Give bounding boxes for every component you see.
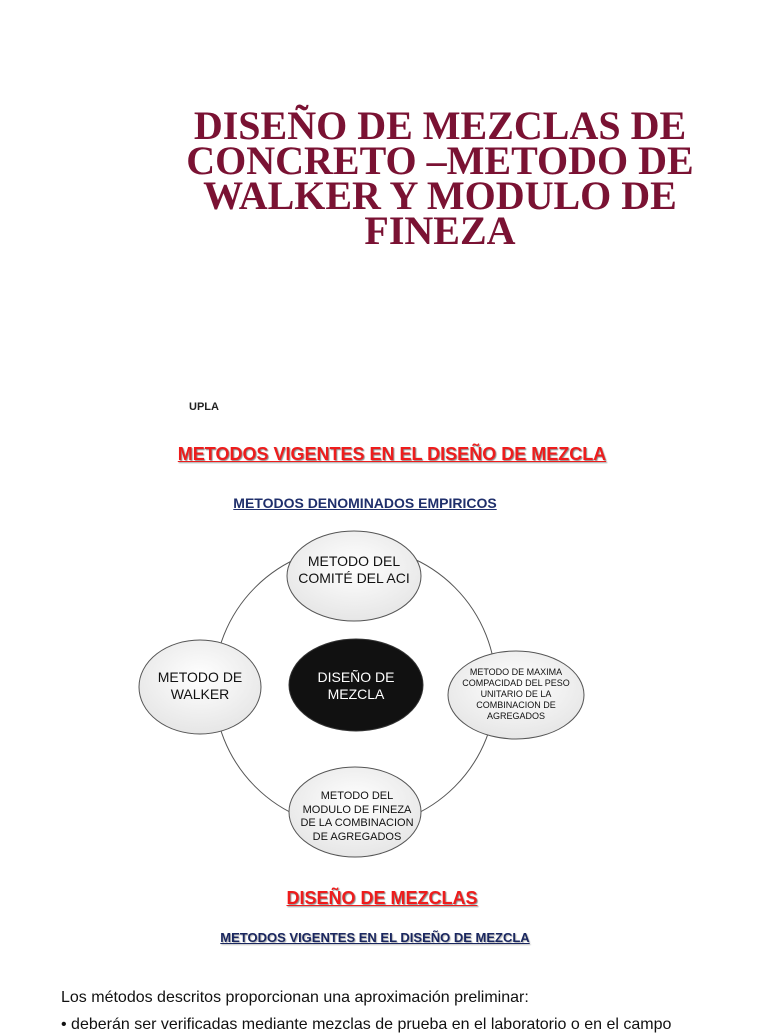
subheading-methods: METODOS VIGENTES EN EL DISEÑO DE MEZCLA	[220, 930, 530, 945]
paragraph: Los métodos descritos proporcionan una aproximación preliminar:	[61, 989, 529, 1006]
node-center-label: DISEÑO DE MEZCLA	[317, 669, 395, 702]
bullet-marker: •	[61, 1016, 72, 1033]
node-left-label: METODO DE WALKER	[157, 669, 243, 702]
org-label: UPLA	[189, 401, 219, 413]
bullet-item	[61, 1016, 671, 1034]
heading-methods: METODOS VIGENTES EN EL DISEÑO DE MEZCLA	[177, 444, 607, 464]
node-bottom-label: METODO DEL MODULO DE FINEZA DE LA COMBINACION DE AGREGADOS	[300, 790, 414, 843]
subheading-empirical: METODOS DENOMINADOS EMPIRICOS	[233, 495, 497, 511]
heading-design: DISEÑO DE MEZCLAS	[286, 888, 478, 908]
bullet-text: deberán ser verificadas mediante mezclas de prueba en el laboratorio o en el campo	[71, 1016, 672, 1033]
document-title: DISEÑO DE MEZCLAS DE CONCRETO –METODO DE WALKER Y MODULO DE FINEZA	[186, 103, 694, 253]
node-top-label: METODO DEL COMITÉ DEL ACI	[298, 553, 410, 586]
node-right-label: METODO DE MAXIMA COMPACIDAD DEL PESO UNITARIO DE LA COMBINACION DE AGREGADOS	[462, 666, 570, 721]
